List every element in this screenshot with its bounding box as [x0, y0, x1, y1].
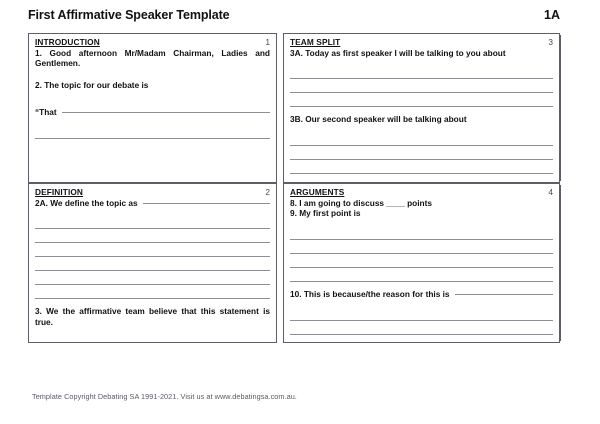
definition-title: DEFINITION — [35, 187, 84, 197]
team-split-title: TEAM SPLIT — [290, 37, 341, 47]
write-rule[interactable] — [290, 78, 553, 79]
write-rule-row[interactable] — [35, 229, 270, 243]
write-rule-row[interactable] — [290, 65, 553, 79]
write-rule-row[interactable] — [290, 307, 553, 321]
write-rule-row[interactable] — [35, 285, 270, 299]
introduction-line-3: “That — [35, 107, 57, 118]
spacer — [35, 91, 270, 107]
page-title: First Affirmative Speaker Template — [28, 8, 230, 22]
write-rule[interactable] — [290, 92, 553, 93]
arguments-number: 4 — [548, 187, 553, 197]
write-rule[interactable] — [290, 320, 553, 321]
team-split-line-2: 3B. Our second speaker will be talking about — [290, 114, 467, 125]
write-rule-row[interactable] — [35, 125, 270, 139]
write-rule-row[interactable] — [290, 79, 553, 93]
write-rule-row[interactable] — [290, 335, 553, 343]
write-rule[interactable] — [290, 281, 553, 282]
spacer — [290, 300, 553, 307]
spacer — [35, 208, 270, 215]
table-column-right — [283, 33, 560, 343]
write-rule-row[interactable] — [290, 240, 553, 254]
write-rule[interactable] — [143, 203, 270, 204]
write-rule-row[interactable] — [290, 268, 553, 282]
definition-number: 2 — [265, 187, 270, 197]
arguments-line-1: 8. I am going to discuss ____ points — [290, 197, 433, 208]
team-split-heading-row — [290, 38, 553, 48]
write-rule-row[interactable] — [35, 243, 270, 257]
introduction-title: INTRODUCTION — [35, 37, 100, 47]
cell-introduction — [28, 33, 277, 183]
introduction-line-1: 1. Good afternoon Mr/Madam Chairman, Ladies and Gentlemen. — [35, 47, 270, 69]
definition-heading-row — [35, 188, 270, 198]
introduction-line-2: 2. The topic for our debate is — [35, 80, 149, 91]
write-rule[interactable] — [290, 106, 553, 107]
spacer — [290, 107, 553, 114]
write-rule[interactable] — [290, 267, 553, 268]
write-rule[interactable] — [290, 173, 553, 174]
arguments-heading-row — [290, 188, 553, 198]
write-rule[interactable] — [35, 256, 270, 257]
write-rule[interactable] — [290, 145, 553, 146]
write-rule-row[interactable] — [35, 215, 270, 229]
write-rule[interactable] — [290, 253, 553, 254]
cell-definition — [28, 183, 277, 343]
page-header — [28, 8, 560, 22]
write-rule-row[interactable] — [290, 146, 553, 160]
spacer — [290, 58, 553, 65]
arguments-title: ARGUMENTS — [290, 187, 345, 197]
write-rule[interactable] — [35, 298, 270, 299]
write-rule[interactable] — [35, 242, 270, 243]
team-split-line-1: 3A. Today as first speaker I will be talking to you about — [290, 47, 506, 58]
write-rule-row[interactable] — [35, 271, 270, 285]
arguments-reason-entry[interactable] — [290, 289, 553, 300]
page-label: 1A — [544, 8, 560, 22]
write-rule[interactable] — [35, 284, 270, 285]
write-rule[interactable] — [62, 112, 270, 113]
arguments-line-2: 9. My first point is — [290, 208, 361, 219]
write-rule-row[interactable] — [290, 93, 553, 107]
write-rule-row[interactable] — [290, 226, 553, 240]
definition-topic-entry[interactable] — [35, 198, 270, 209]
cell-team-split — [283, 33, 560, 183]
spacer — [35, 118, 270, 125]
arguments-line-3: 10. This is because/the reason for this is — [290, 289, 450, 300]
table-column-left — [28, 33, 277, 343]
spacer — [290, 282, 553, 289]
write-rule-row[interactable] — [290, 321, 553, 335]
write-rule-row[interactable] — [35, 257, 270, 271]
team-split-number: 3 — [548, 37, 553, 47]
template-table — [28, 33, 560, 343]
write-rule-row[interactable] — [290, 132, 553, 146]
introduction-number: 1 — [265, 37, 270, 47]
write-rule[interactable] — [35, 270, 270, 271]
introduction-heading-row — [35, 38, 270, 48]
spacer — [35, 299, 270, 306]
write-rule[interactable] — [290, 159, 553, 160]
write-rule[interactable] — [35, 228, 270, 229]
write-rule[interactable] — [455, 294, 553, 295]
definition-line-1: 2A. We define the topic as — [35, 197, 138, 208]
cell-arguments — [283, 183, 560, 343]
definition-line-2: 3. We the affirmative team believe that this statement is true. — [35, 306, 270, 328]
spacer — [290, 125, 553, 132]
spacer — [290, 219, 553, 226]
write-rule-row[interactable] — [290, 160, 553, 174]
write-rule[interactable] — [290, 239, 553, 240]
write-rule-row[interactable] — [290, 254, 553, 268]
footer-copyright: Template Copyright Debating SA 1991-2021. Visit us at www.debatingsa.com.au. — [32, 392, 297, 401]
spacer — [35, 69, 270, 80]
write-rule[interactable] — [290, 334, 553, 335]
spacer — [290, 174, 553, 181]
write-rule[interactable] — [35, 138, 270, 139]
introduction-topic-entry[interactable] — [35, 107, 270, 118]
